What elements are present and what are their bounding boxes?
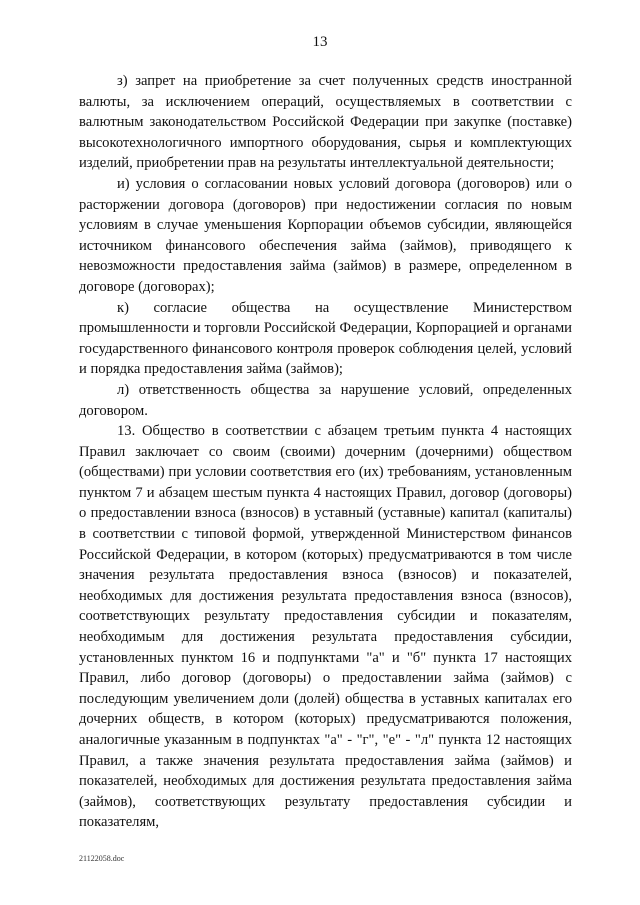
paragraph-z: з) запрет на приобретение за счет полученных средств иностранной валюты, за исключением операций, осуществляемых в соответствии с валютным законодательством Российской Федерации при закупке (поставке) высокотехнологичного импортного оборудования, сырья и комплектующих изделий, приобретении прав на результаты интеллектуальной деятельности; <box>79 73 572 172</box>
page-number: 13 <box>312 34 328 50</box>
paragraph-k: к) согласие общества на осуществление Министерством промышленности и торговли Российской Федерации, Корпорацией и органами государственного финансового контроля проверок соблюдения целей, условий и порядка предоставления займа (займов); <box>79 299 572 378</box>
footer-document-code: 21122058.doc <box>79 854 125 863</box>
paragraph-l: л) ответственность общества за нарушение условий, определенных договором. <box>79 381 572 419</box>
document-body <box>79 71 572 833</box>
paragraph-i: и) условия о согласовании новых условий договора (договоров) или о расторжении договора (договоров) при недостижении согласия по новым условиям в случае уменьшения Корпорации объемов субсидии, являющейся источником финансового обеспечения займа (займов), приводящего к невозможности предоставления займа (займов) в размере, определенном в договоре (договорах); <box>79 175 572 295</box>
paragraph-13: 13. Общество в соответствии с абзацем третьим пункта 4 настоящих Правил заключает со своим (своими) дочерним (дочерними) обществом (обществами) при условии соответствия его (их) требованиям, установленным пунктом 7 и абзацем шестым пункта 4 настоящих Правил, договор (договоры) о предоставлении взноса (взносов) в уставный (уставные) капитал (капиталы) в соответствии с типовой формой, утвержденной Министерством финансов Российской Федерации, в котором (которых) предусматриваются в том числе значения результата предоставления взноса (взносов) и показателей, необходимых для достижения результата предоставления взноса (взносов), соответствующих результату предоставления субсидии и показателям, необходимым для достижения результата предоставления субсидии, установленных пунктом 16 и подпунктами "а" и "б" пункта 17 настоящих Правил, либо договор (договоры) о предоставлении займа (займов) с последующим увеличением доли (долей) общества в уставных капиталах его дочерних обществ, в котором (которых) предусматриваются положения, аналогичные указанным в подпунктах "а" - "г", "е" - "л" пункта 12 настоящих Правил, а также значения результата предоставления займа (займов) и показателей, необходимых для достижения результата предоставления займа (займов), соответствующих результату предоставления субсидии и показателям, <box>79 423 572 831</box>
